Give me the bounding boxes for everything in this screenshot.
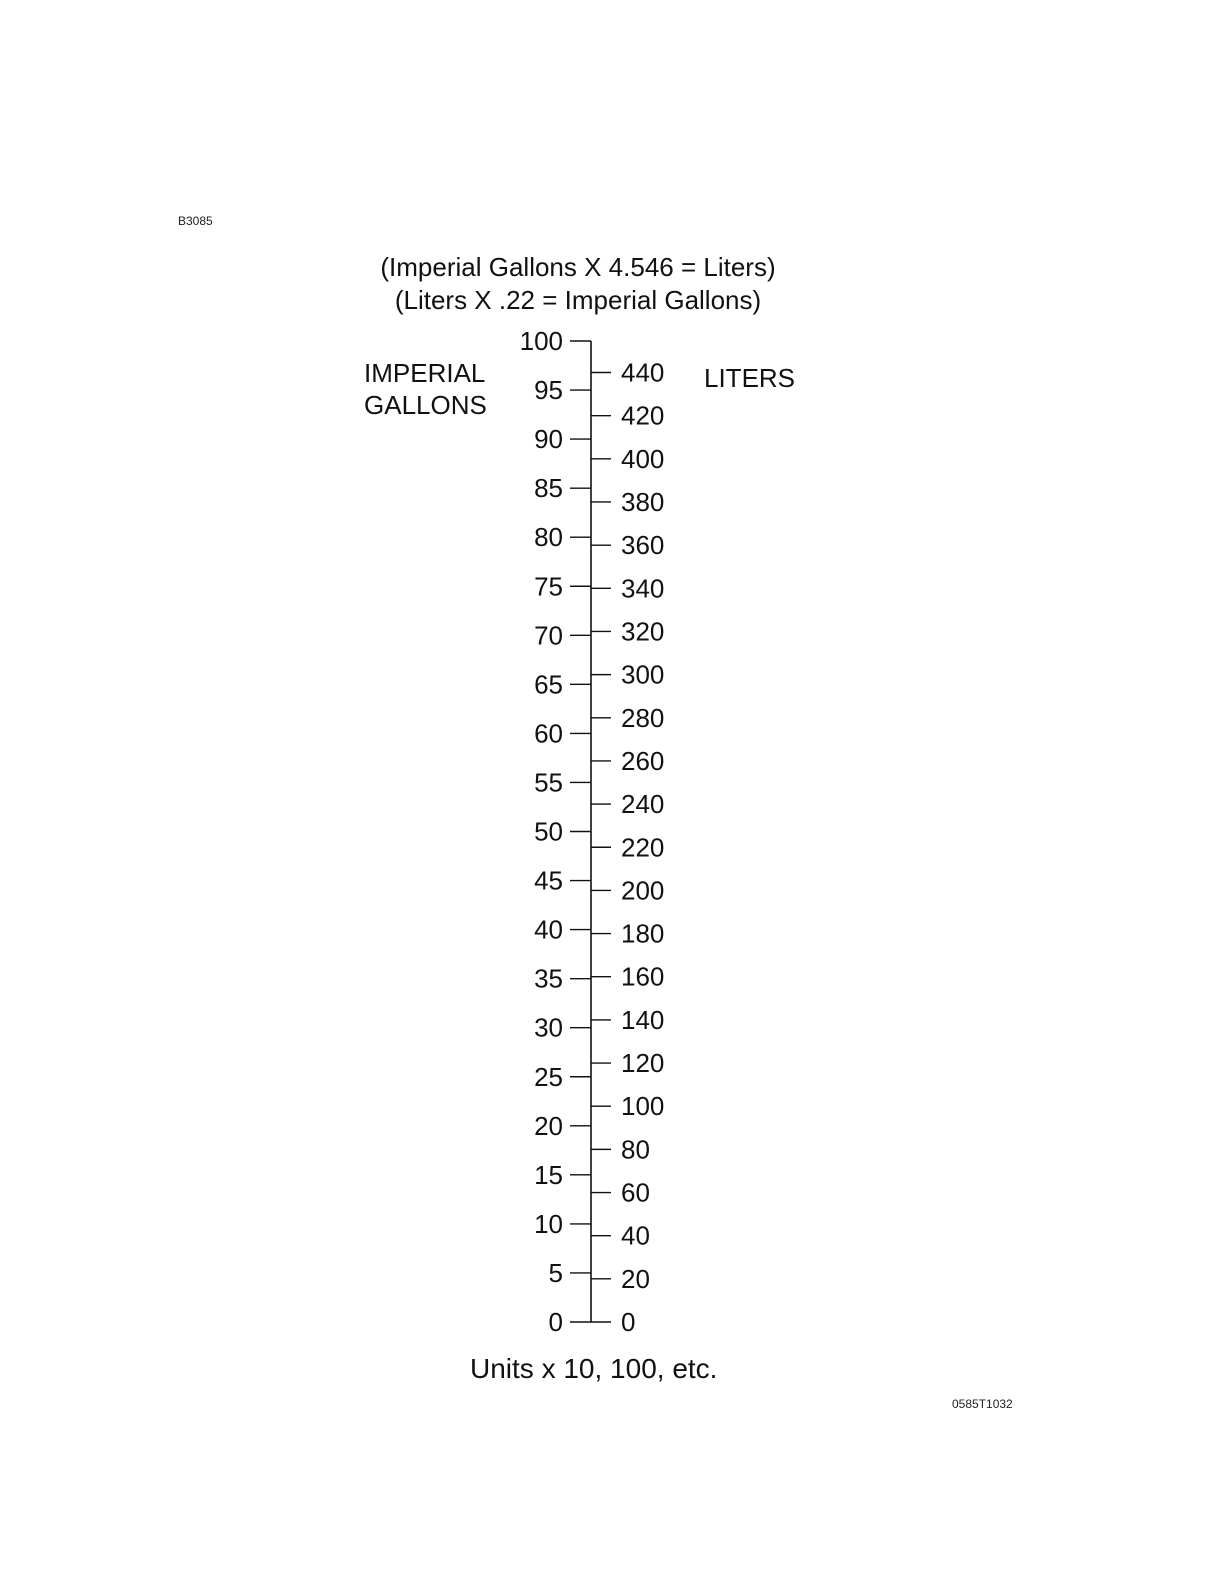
gallon-tick-label-90: 90 [534, 424, 563, 455]
liter-tick-label-340: 340 [621, 573, 665, 604]
imperial-label-line-1: IMPERIAL [364, 358, 486, 388]
gallon-tick-label-5: 5 [548, 1257, 563, 1288]
gallon-tick-label-80: 80 [534, 522, 563, 553]
liters-label: LITERS [704, 363, 796, 393]
gallon-tick-label-85: 85 [534, 473, 563, 504]
liter-tick-label-40: 40 [621, 1220, 650, 1251]
liter-tick-label-240: 240 [621, 789, 665, 820]
liter-tick-label-380: 380 [621, 486, 665, 517]
liter-tick-label-220: 220 [621, 832, 665, 863]
liter-tick-label-60: 60 [621, 1177, 650, 1208]
liter-tick-label-260: 260 [621, 745, 665, 776]
gallon-tick-label-70: 70 [534, 620, 563, 651]
gallon-tick-label-10: 10 [534, 1208, 563, 1239]
gallon-tick-label-40: 40 [534, 914, 563, 945]
gallon-tick-label-20: 20 [534, 1110, 563, 1141]
formula-liters-to-gallons: (Liters X .22 = Imperial Gallons) [394, 285, 762, 315]
gallon-tick-label-65: 65 [534, 669, 563, 700]
liter-tick-label-420: 420 [621, 400, 665, 431]
liter-tick-label-360: 360 [621, 530, 665, 561]
liter-tick-label-80: 80 [621, 1134, 650, 1165]
liter-tick-label-20: 20 [621, 1263, 650, 1294]
gallon-tick-label-30: 30 [534, 1012, 563, 1043]
gallon-tick-label-35: 35 [534, 963, 563, 994]
gallon-tick-label-75: 75 [534, 571, 563, 602]
liter-tick-label-0: 0 [621, 1307, 636, 1337]
imperial-label-line-2: GALLONS [364, 390, 487, 420]
liter-tick-label-120: 120 [621, 1048, 665, 1079]
gallon-tick-label-25: 25 [534, 1061, 563, 1092]
formula-gallons-to-liters: (Imperial Gallons X 4.546 = Liters) [380, 252, 776, 282]
liter-tick-label-100: 100 [621, 1091, 665, 1122]
liter-tick-label-280: 280 [621, 702, 665, 733]
liter-tick-label-320: 320 [621, 616, 665, 647]
liter-tick-label-300: 300 [621, 659, 665, 690]
gallon-tick-label-95: 95 [534, 375, 563, 406]
figure-id: 0585T1032 [952, 1397, 1013, 1411]
gallon-tick-label-100: 100 [519, 326, 563, 356]
gallon-tick-label-55: 55 [534, 767, 563, 798]
liter-tick-label-200: 200 [621, 875, 665, 906]
liter-tick-label-180: 180 [621, 918, 665, 949]
units-footnote: Units x 10, 100, etc. [470, 1353, 718, 1384]
gallon-tick-label-15: 15 [534, 1159, 563, 1190]
liter-tick-label-140: 140 [621, 1004, 665, 1035]
gallon-tick-label-45: 45 [534, 865, 563, 896]
document-id: B3085 [178, 214, 213, 228]
liter-tick-label-400: 400 [621, 443, 665, 474]
gallon-tick-label-50: 50 [534, 816, 563, 847]
gallon-tick-label-60: 60 [534, 718, 563, 749]
gallon-tick-label-0: 0 [548, 1307, 563, 1337]
liter-tick-label-160: 160 [621, 961, 665, 992]
liter-tick-label-440: 440 [621, 357, 665, 388]
